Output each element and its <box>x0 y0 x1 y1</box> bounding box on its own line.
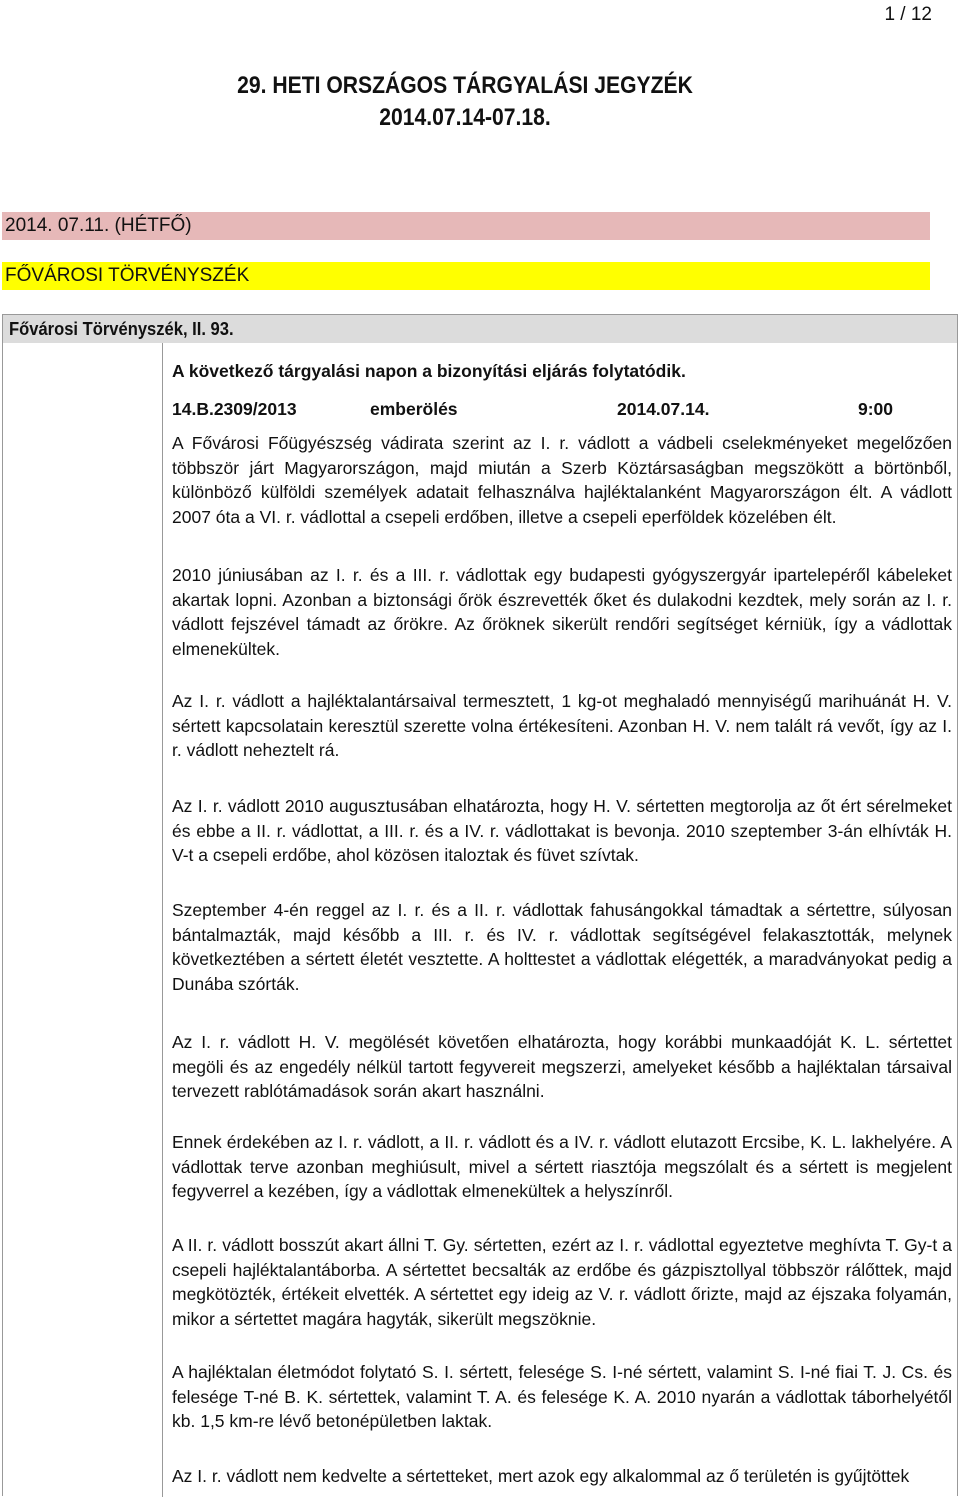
case-date: 2014.07.14. <box>617 399 710 419</box>
court-band: FŐVÁROSI TÖRVÉNYSZÉK <box>2 262 930 290</box>
date-band: 2014. 07.11. (HÉTFŐ) <box>2 212 930 240</box>
case-number: 14.B.2309/2013 <box>172 399 297 419</box>
paragraph: 2010 júniusában az I. r. és a III. r. vádlottak egy budapesti gyógyszergyár ipartelepéről kábeleket akartak lopni. Azonban a biztonsági őrök észrevették őket és dulakodni kezdtek, mely során az I. r. vádlott fejszével támadt az őrökre. Az őröknek sikerült rendőri segítséget kérniük, így a vádlottak elmenekültek. <box>172 565 952 659</box>
left-column <box>3 343 163 1497</box>
paragraph: Az I. r. vádlott a hajléktalantársaival termesztett, 1 kg-ot meghaladó mennyiségű marihuánát H. V. sértett kapcsolatain keresztül szerette volna értékesíteni. Azonban H. V. nem talált rá vevőt, így az I. r. vádlott neheztelt rá. <box>172 691 952 760</box>
case-time: 9:00 <box>858 399 894 419</box>
paragraph: Az I. r. vádlott 2010 augusztusában elhatározta, hogy H. V. sértetten megtorolja az őt ért sérelmeket és ebbe a II. r. vádlottat, a III. r. és a IV. r. vádlottakat is bevonja. 2010 szeptember 3-án elhívták H. V-t a csepeli erdőbe, ahol közösen italoztak és füvet szívtak. <box>172 796 952 865</box>
paragraph: A hajléktalan életmódot folytató S. I. sértett, felesége S. I-né sértett, valamint S. I-né fiai T. J. Cs. és felesége T-né B. K. sértettek, valamint T. A. és felesége K. A. 2010 nyarán a vádlottak táborhelyétől kb. 1,5 km-re lévő betonépületben laktak. <box>172 1362 952 1431</box>
court-room-header <box>3 315 957 343</box>
paragraph: A Fővárosi Főügyészség vádirata szerint az I. r. vádlott a vádbeli cselekményeket megelőzően többször járt Magyarországon, majd miután a Szerb Köztársaságban megszökött a börtönből, különböző külföldi személyek adatait felhasználva hajléktalanként Magyarországon élt. A vádlott 2007 óta a VI. r. vádlottal a csepeli erdőben, illetve a csepeli eperföldek közelében élt. <box>172 433 952 527</box>
paragraph: Az I. r. vádlott nem kedvelte a sértetteket, mert azok egy alkalommal az ő területén is gyűjtöttek <box>172 1466 910 1486</box>
court-room-label: Fővárosi Törvényszék, II. 93. <box>9 319 234 339</box>
paragraph: A II. r. vádlott bosszút akart állni T. Gy. sértetten, ezért az I. r. vádlottal egyeztetve meghívta T. Gy-t a csepeli hajléktalantáborba. A sértettet becsalták az erdőbe és gázpisztollyal többször rálőttek, majd megkötözték, értékeit elvették. A sértettet egy ideig az V. r. vádlott őrizte, majd az éjszaka folyamán, mikor a sértettet magára hagyták, sikerült megszöknie. <box>172 1235 952 1329</box>
paragraph: Az I. r. vádlott H. V. megölését követően elhatározta, hogy korábbi munkaadóját K. L. sértettet megöli és az engedély nélkül tartott fegyvereit megszerzi, amelyeket később a hajléktalan társaival tervezett rablótámadások során akart használni. <box>172 1032 952 1101</box>
document-title: 29. HETI ORSZÁGOS TÁRGYALÁSI JEGYZÉK <box>237 72 693 99</box>
page-number: 1 / 12 <box>884 4 932 25</box>
paragraph: Szeptember 4-én reggel az I. r. és a II. r. vádlottak fahusángokkal támadtak a sértettre, súlyosan bántalmazták, majd később a III. r. és IV. r. vádlottak segítségével felakasztották, melynek következtében a sértett életét vesztette. A holttestet a vádlottak elégették, a maradványokat pedig a Dunába szórták. <box>172 900 952 994</box>
paragraph: Ennek érdekében az I. r. vádlott, a II. r. vádlott és a IV. r. vádlott elutazott Ercsibe, K. L. lakhelyére. A vádlottak terve azonban meghiúsult, mivel a sértett riasztója megszólalt és a sértett is megjelent fegyverrel a kezében, így a vádlottak elmenekültek a helyszínről. <box>172 1132 952 1201</box>
case-type: emberölés <box>370 399 458 419</box>
notice-text: A következő tárgyalási napon a bizonyítási eljárás folytatódik. <box>172 361 686 381</box>
document-date-range: 2014.07.14-07.18. <box>379 104 551 131</box>
case-row <box>172 396 952 422</box>
